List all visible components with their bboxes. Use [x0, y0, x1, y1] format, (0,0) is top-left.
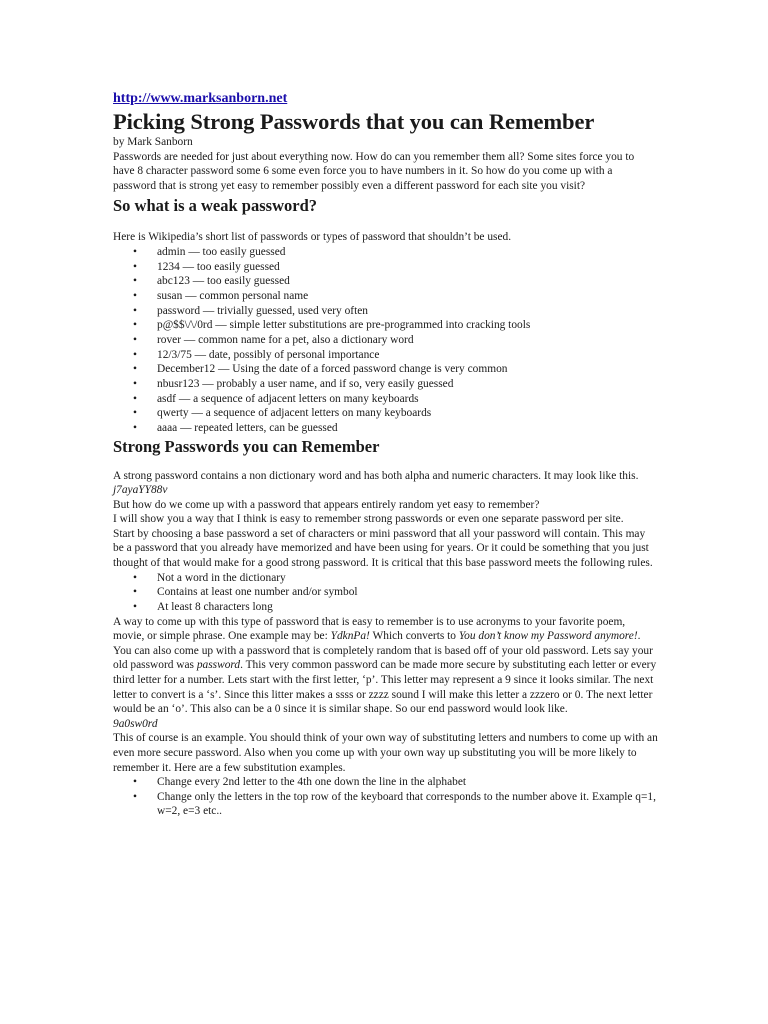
- list-item: • nbusr123 — probably a user name, and if so, very easily guessed: [157, 377, 658, 392]
- substitution-examples-list: [113, 775, 658, 819]
- list-item: • susan — common personal name: [157, 289, 658, 304]
- strong-password-p1: A strong password contains a non dictionary word and has both alpha and numeric characters. It may look like this.: [113, 469, 639, 482]
- acronym-paragraph: A way to come up with this type of password that is easy to remember is to use acronyms to your favorite poem, movie, or simple phrase. One example may be: YdknPa! Which converts to You don’t know my Password anymore!.: [113, 615, 641, 643]
- list-item: • password — trivially guessed, used very often: [157, 304, 658, 319]
- substitution-paragraph: You can also come up with a password that is completely random that is based off of your old password. Lets say your old password was password. This very common password can be made more secure by substituting each letter or every third letter for a number. Lets start with the first letter, ‘p’. This letter may represent a 9 since it looks similar. The next letter to convert is a ‘s’. Since this litter makes a ssss or zzzz sound I will make this letter a zzzero or 0. The next letter would be an ‘o’. This also can be a 0 since it is similar shape. So our end password would look like.: [113, 644, 657, 716]
- weak-password-heading: So what is a weak password?: [113, 196, 317, 216]
- page-title: Picking Strong Passwords that you can Remember: [113, 109, 595, 134]
- list-item: • 12/3/75 — date, possibly of personal importance: [157, 348, 658, 363]
- list-item: • admin — too easily guessed: [157, 245, 658, 260]
- strong-password-heading: Strong Passwords you can Remember: [113, 436, 380, 456]
- list-item: • rover — common name for a pet, also a dictionary word: [157, 333, 658, 348]
- old-password-word: password: [196, 659, 241, 672]
- list-item: • Contains at least one number and/or symbol: [157, 585, 658, 600]
- list-item: • abc123 — too easily guessed: [157, 274, 658, 289]
- strong-password-p7: This of course is an example. You should think of your own way of substituting letters and numbers to come up with an even more secure password. Also when you come up with your own way up substituting you will be more likely to remember it. Here are a few substitution examples.: [113, 732, 658, 774]
- document-page: [113, 90, 658, 819]
- strong-password-p4: Start by choosing a base password a set of characters or mini password that all your password will contain. This may be a password that you already have memorized and have been using for years. Or it could be something that you just thought of that would make for a good strong password. It is critical that this base password meets the following rules.: [113, 527, 653, 570]
- strong-password-p2: But how do we come up with a password that appears entirely random yet easy to remember?: [113, 498, 540, 511]
- list-item: • qwerty — a sequence of adjacent letters on many keyboards: [157, 406, 658, 421]
- intro-paragraph: Passwords are needed for just about everything now. How do can you remember them all? Some sites force you to have 8 character password some 6 some even force you to have numbers in it. So how do you come up with a password that is strong yet easy to remember possibly even a different password for each site you visit?: [113, 150, 635, 192]
- list-item: • p@$$\/\/0rd — simple letter substitutions are pre-programmed into cracking tools: [157, 318, 658, 333]
- list-item: • Change every 2nd letter to the 4th one down the line in the alphabet: [157, 775, 658, 790]
- rules-list: [113, 571, 658, 615]
- acronym-phrase: You don’t know my Password anymore!: [458, 630, 638, 643]
- byline: by Mark Sanborn: [113, 136, 193, 148]
- weak-password-list: [113, 245, 658, 436]
- list-item: • At least 8 characters long: [157, 600, 658, 615]
- list-item: • Not a word in the dictionary: [157, 571, 658, 586]
- example-password-1: j7ayaYY88v: [113, 484, 168, 497]
- list-item: • asdf — a sequence of adjacent letters on many keyboards: [157, 392, 658, 407]
- list-item: • 1234 — too easily guessed: [157, 260, 658, 275]
- source-link[interactable]: http://www.marksanborn.net: [113, 91, 288, 106]
- example-password-2: 9a0sw0rd: [113, 717, 158, 730]
- strong-password-p3: I will show you a way that I think is easy to remember strong passwords or even one separate password per site.: [113, 513, 624, 526]
- weak-password-lead: Here is Wikipedia’s short list of passwords or types of password that shouldn’t be used.: [113, 231, 512, 244]
- acronym-example: YdknPa!: [330, 630, 370, 643]
- list-item: • aaaa — repeated letters, can be guessed: [157, 421, 658, 436]
- list-item: • December12 — Using the date of a forced password change is very common: [157, 362, 658, 377]
- list-item: • Change only the letters in the top row of the keyboard that corresponds to the number above it. Example q=1, w=2, e=3 etc..: [157, 790, 658, 819]
